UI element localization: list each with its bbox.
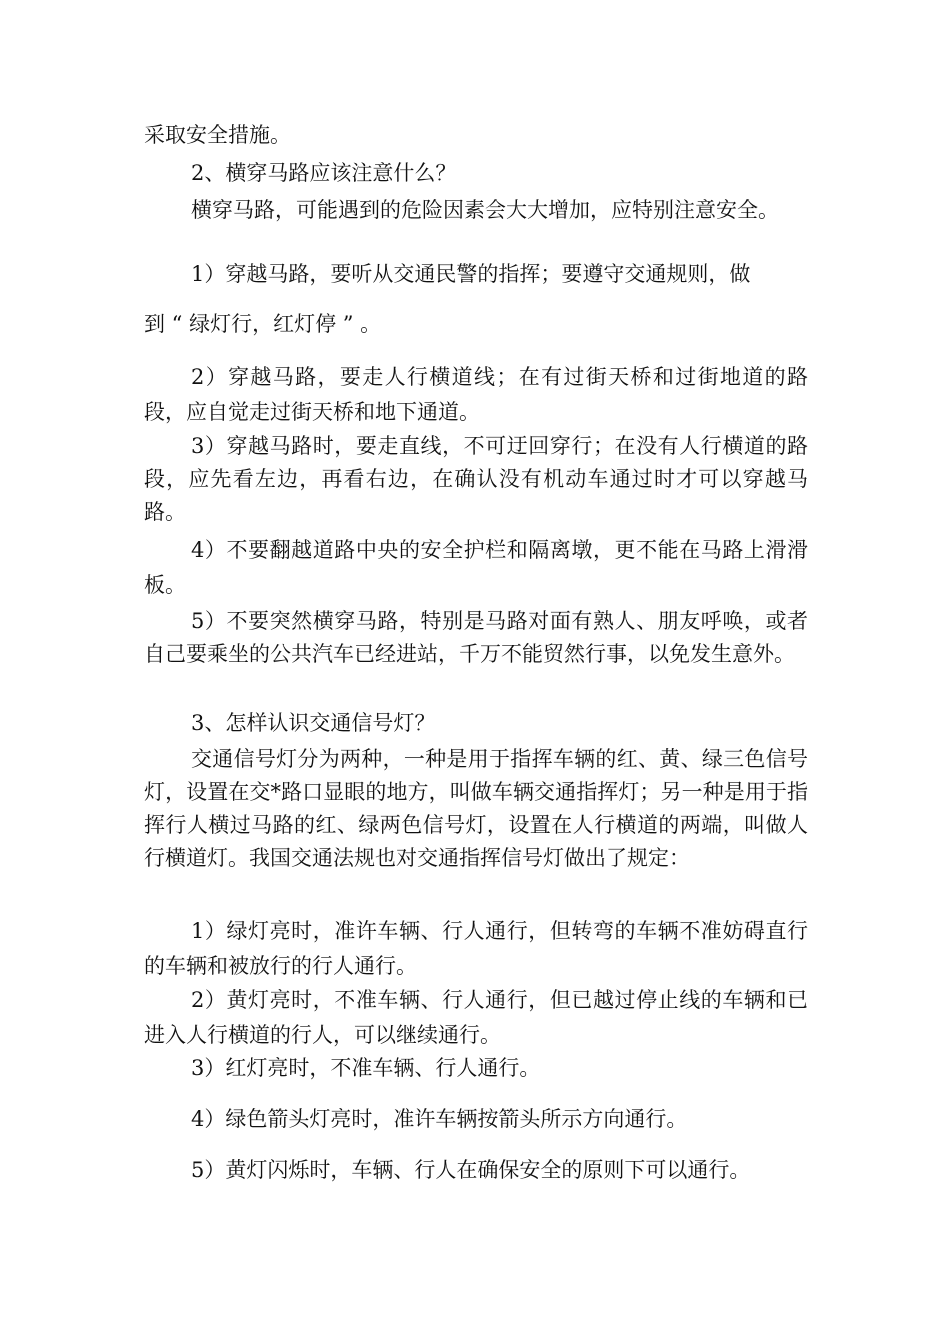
paragraph-rule-2: 2）黄灯亮时，不准车辆、行人通行，但已越过停止线的车辆和已进入人行横道的行人，可以继续通行。 (144, 988, 808, 1047)
paragraph-rule-1: 1）绿灯亮时，准许车辆、行人通行，但转弯的车辆不准妨碍直行的车辆和被放行的行人通行。 (144, 919, 808, 978)
paragraph-signal-lights: 交通信号灯分为两种，一种是用于指挥车辆的红、黄、绿三色信号灯，设置在交*路口显眼的地方，叫做车辆交通指挥灯；另一种是用于指挥行人横过马路的红、绿两色信号灯，设置在人行横道的两端，叫做人行横道灯。我国交通法规也对交通指挥信号灯做出了规定： (144, 747, 808, 870)
paragraph-rule-3: 3）红灯亮时，不准车辆、行人通行。 (191, 1056, 541, 1080)
paragraph-crossing-intro: 横穿马路，可能遇到的危险因素会大大增加，应特别注意安全。 (191, 198, 779, 222)
paragraph-item-3: 3）穿越马路时，要走直线，不可迂回穿行；在没有人行横道的路段，应先看左边，再看右边，在确认没有机动车通过时才可以穿越马路。 (144, 434, 808, 524)
paragraph-rule-4: 4）绿色箭头灯亮时，准许车辆按箭头所示方向通行。 (191, 1107, 688, 1131)
paragraph-item-5: 5）不要突然横穿马路，特别是马路对面有熟人、朋友呼唤，或者自己要乘坐的公共汽车已经进站，千万不能贸然行事，以免发生意外。 (144, 609, 808, 666)
paragraph-item-1-cont: 到 “ 绿灯行，红灯停 ” 。 (144, 312, 382, 336)
paragraph-rule-5: 5）黄灯闪烁时，车辆、行人在确保安全的原则下可以通行。 (191, 1158, 751, 1182)
section-heading-2: 2、横穿马路应该注意什么？ (191, 161, 457, 185)
paragraph-item-1: 1）穿越马路，要听从交通民警的指挥；要遵守交通规则，做 (191, 262, 751, 286)
paragraph-item-4: 4）不要翻越道路中央的安全护栏和隔离墩，更不能在马路上滑滑板。 (144, 538, 808, 597)
paragraph-continuation: 采取安全措施。 (144, 123, 291, 147)
paragraph-item-2: 2）穿越马路，要走人行横道线；在有过街天桥和过街地道的路段，应自觉走过街天桥和地下通道。 (144, 365, 808, 424)
section-heading-3: 3、怎样认识交通信号灯？ (191, 711, 436, 735)
